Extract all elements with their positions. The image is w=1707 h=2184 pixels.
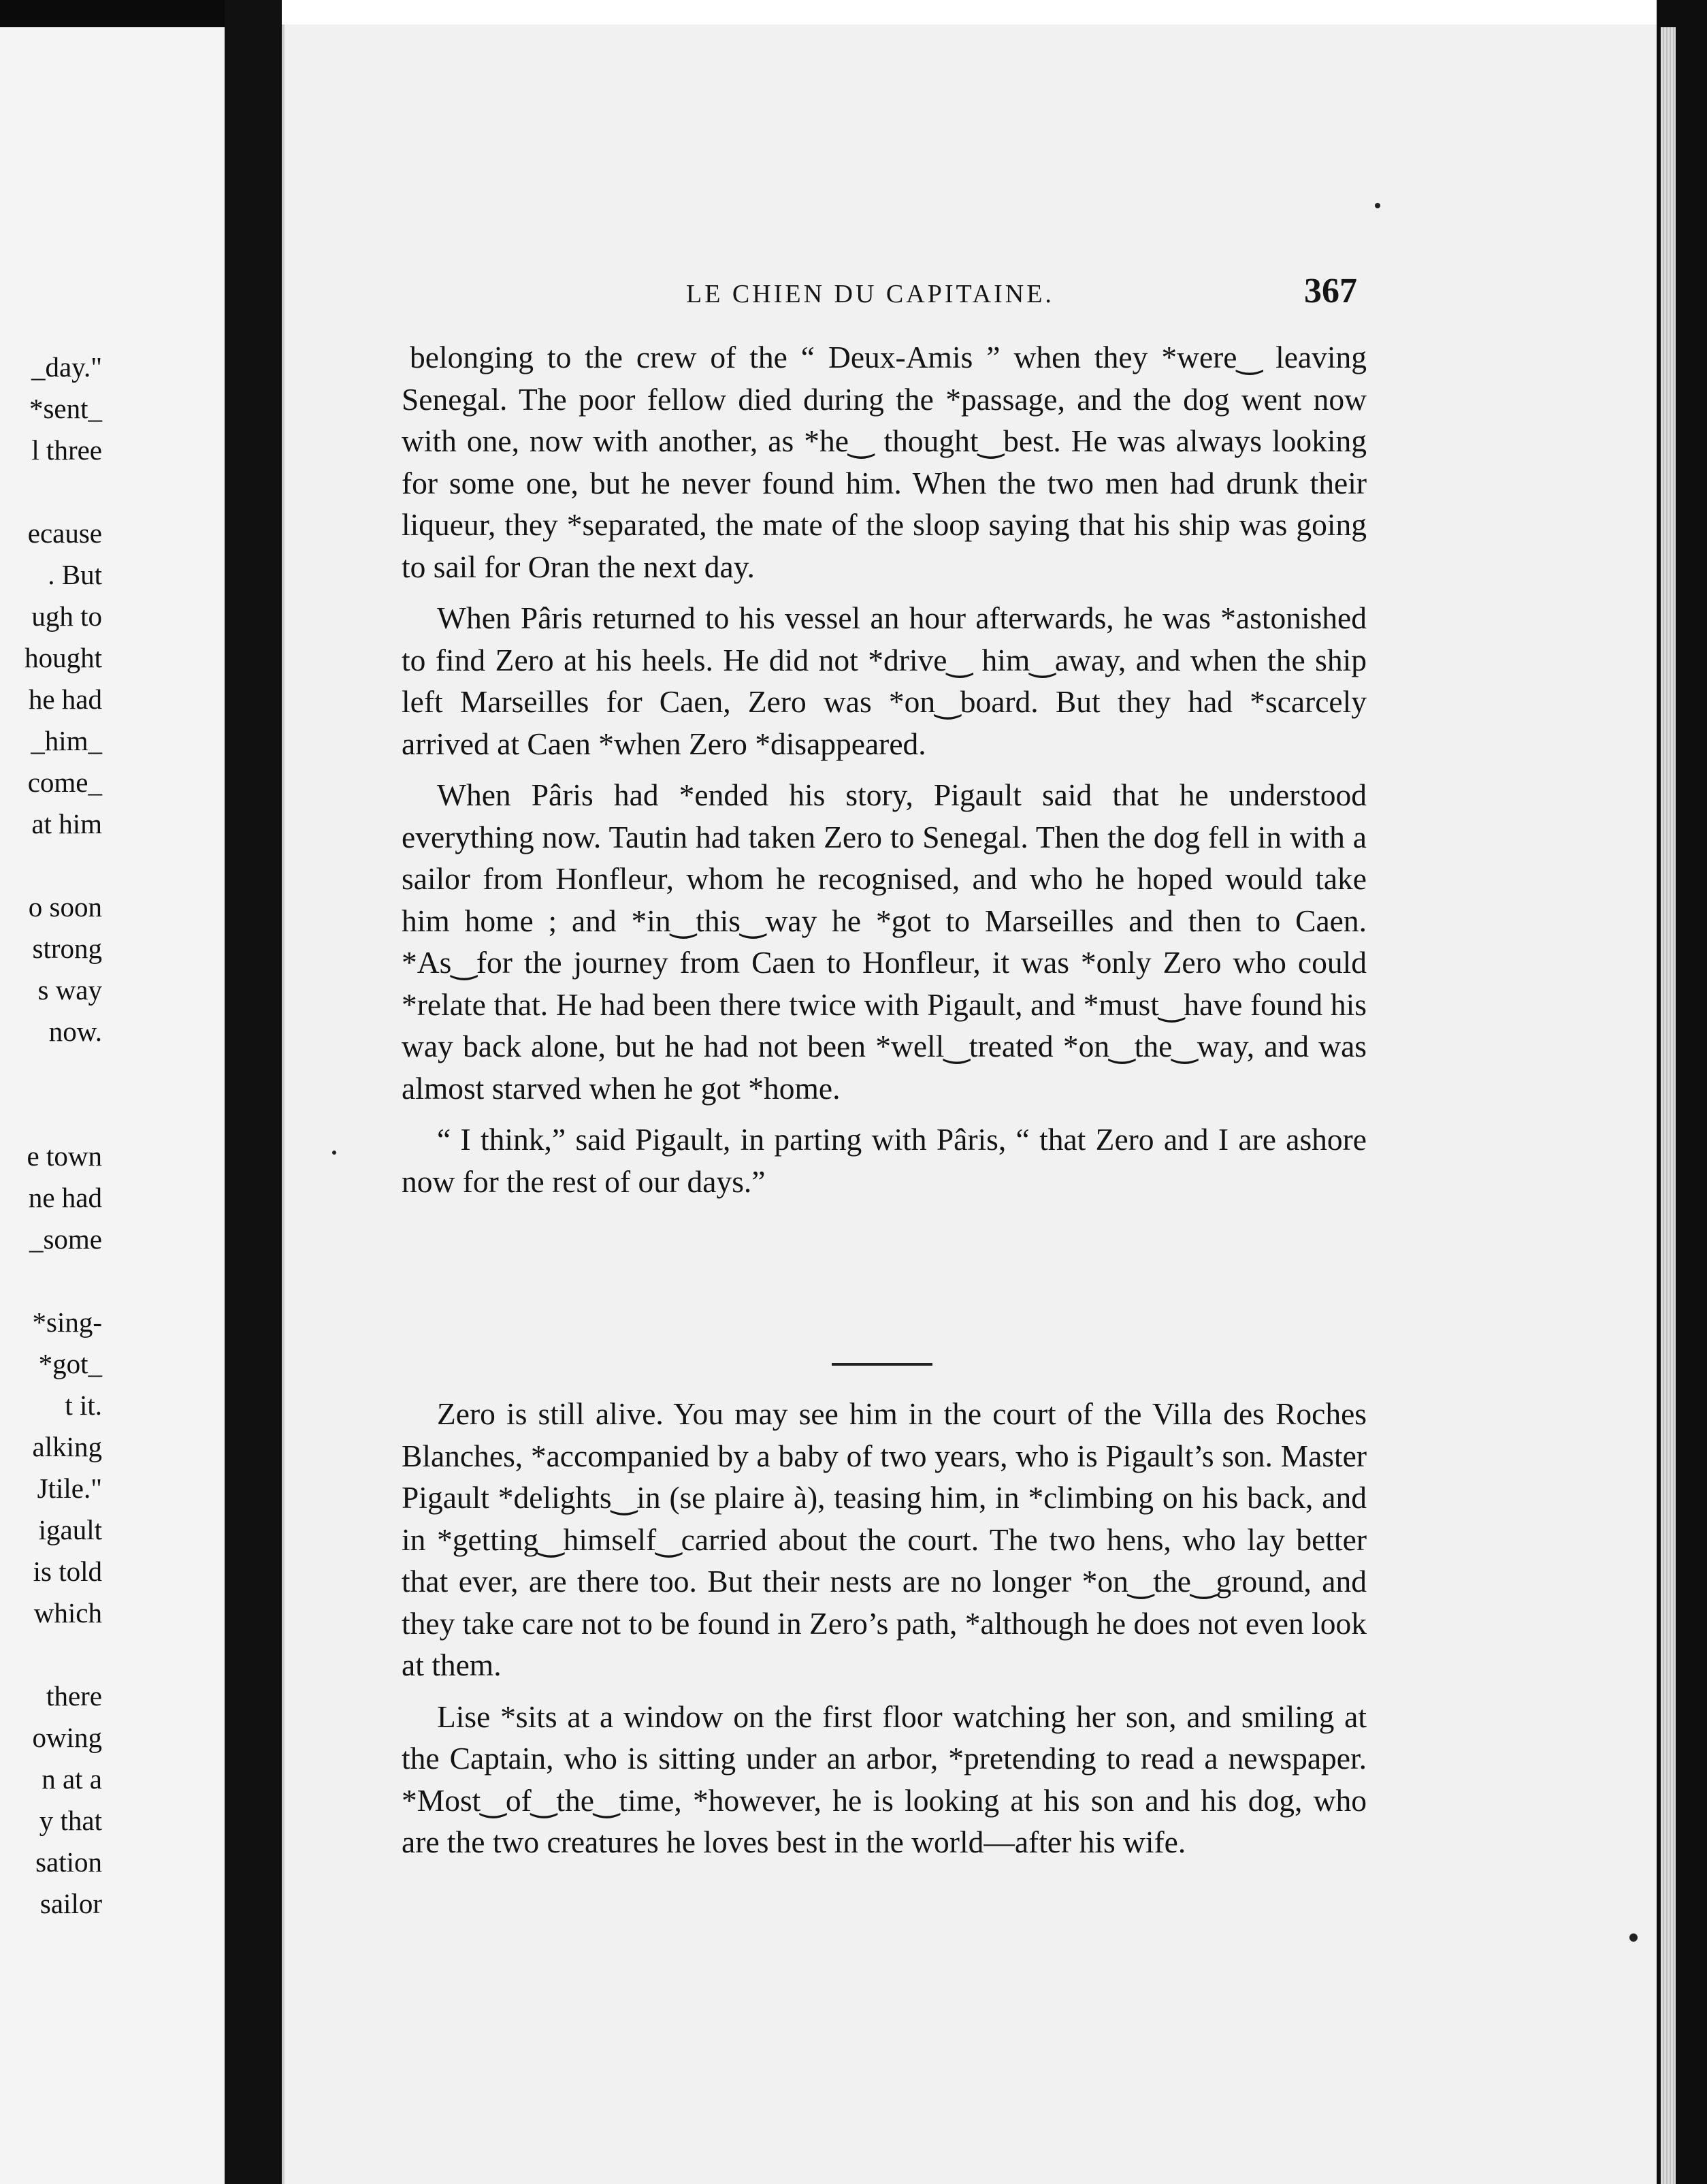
facing-line: *got_ bbox=[38, 1348, 102, 1379]
scan-speck bbox=[1375, 203, 1380, 208]
page-number: 367 bbox=[1304, 272, 1357, 310]
paragraph: Zero is still alive. You may see him in the court of the Villa des Roches Blanches, *accompanied by a baby of two years, who is Pigault’s son. Master Pigault *delights‿in (se plaire à), teasing him, in *climbing on his back, and in *getting‿himself‿carried about the court. The two hens, who lay better that ever, are there too. But their nests are no longer *on‿the‿ground, and they take care not to be found in Zero’s path, *although he does not even look at them. bbox=[402, 1396, 1367, 1682]
facing-line: owing bbox=[32, 1722, 102, 1753]
facing-line: at him bbox=[31, 808, 102, 839]
facing-line: Jtile." bbox=[37, 1473, 102, 1504]
facing-line: *sing- bbox=[32, 1306, 102, 1338]
facing-line: sailor bbox=[39, 1888, 102, 1919]
facing-line: o soon bbox=[28, 891, 102, 922]
facing-line: there bbox=[46, 1680, 102, 1712]
paragraph: “ I think,” said Pigault, in parting with Pâris, “ that Zero and I are ashore now for the rest of our days.” bbox=[402, 1122, 1367, 1199]
facing-line: ne had bbox=[28, 1182, 102, 1213]
facing-line: come_ bbox=[27, 767, 102, 798]
facing-line: . But bbox=[48, 559, 102, 590]
facing-line: ugh to bbox=[31, 600, 102, 632]
facing-line: *sent_ bbox=[29, 393, 102, 424]
page-body-continued bbox=[402, 1393, 1367, 1873]
paragraph: Lise *sits at a window on the first floor watching her son, and smiling at the Captain, who is sitting under an arbor, *pretending to read a newspaper. *Most‿of‿the‿time, *however, he is looking at his son and his dog, who are the two creatures he loves best in the world—after his wife. bbox=[402, 1699, 1367, 1859]
facing-line: _some bbox=[29, 1223, 102, 1255]
facing-line: is told bbox=[33, 1556, 102, 1587]
running-head: LE CHIEN DU CAPITAINE. bbox=[686, 280, 1054, 308]
facing-line: hought bbox=[25, 642, 102, 673]
paragraph: When Pâris had *ended his story, Pigault said that he understood everything now. Tautin had taken Zero to Senegal. Then the dog fell in with a sailor from Honfleur, whom he recognised, and who he hoped would take him home ; and *in‿this‿way he *got to Marseilles and then to Caen. *As‿for the journey from Caen to Honfleur, it was *only Zero who could *relate that. He had been there twice with Pigault, and *must‿have found his way back alone, but he had not been *well‿treated *on‿the‿way, and was almost starved when he got *home. bbox=[402, 777, 1367, 1106]
facing-line: now. bbox=[48, 1016, 102, 1047]
scan-speck bbox=[1629, 1933, 1638, 1942]
page-fore-edge bbox=[1661, 27, 1676, 2184]
facing-page bbox=[0, 27, 225, 2184]
facing-line: he had bbox=[28, 684, 102, 715]
facing-line: s way bbox=[37, 974, 102, 1006]
facing-line: y that bbox=[39, 1805, 102, 1836]
facing-line: _day." bbox=[31, 351, 102, 383]
paragraph: When Pâris returned to his vessel an hour afterwards, he was *astonished to find Zero at his heels. He did not *drive‿ him‿away, and when the ship left Marseilles for Caen, Zero was *on‿board. But they had *scarcely arrived at Caen *when Zero *disappeared. bbox=[402, 600, 1367, 761]
facing-line: which bbox=[33, 1597, 102, 1628]
facing-line: n at a bbox=[42, 1763, 102, 1795]
facing-line: t it. bbox=[65, 1390, 102, 1421]
facing-line: ecause bbox=[27, 517, 102, 549]
paragraph: belonging to the crew of the “ Deux-Amis ” when they *were‿ leaving Senegal. The poor fellow died during the *passage, and the dog went now with one, now with another, as *he‿ thought‿best. He was always looking for some one, but he never found him. When the two men had drunk their liqueur, they *separated, the mate of the sloop saying that his ship was going to sail for Oran the next day. bbox=[402, 340, 1367, 584]
page-body bbox=[402, 336, 1367, 1212]
facing-line: e town bbox=[27, 1140, 102, 1172]
scan-speck bbox=[332, 1151, 336, 1155]
facing-line: l three bbox=[31, 434, 102, 466]
section-rule bbox=[832, 1363, 932, 1366]
facing-line: igault bbox=[38, 1514, 102, 1545]
facing-line: _him_ bbox=[31, 725, 102, 756]
facing-line: alking bbox=[32, 1431, 102, 1462]
facing-line: sation bbox=[35, 1846, 102, 1878]
facing-line: strong bbox=[32, 933, 102, 964]
book-gutter bbox=[225, 0, 282, 2184]
